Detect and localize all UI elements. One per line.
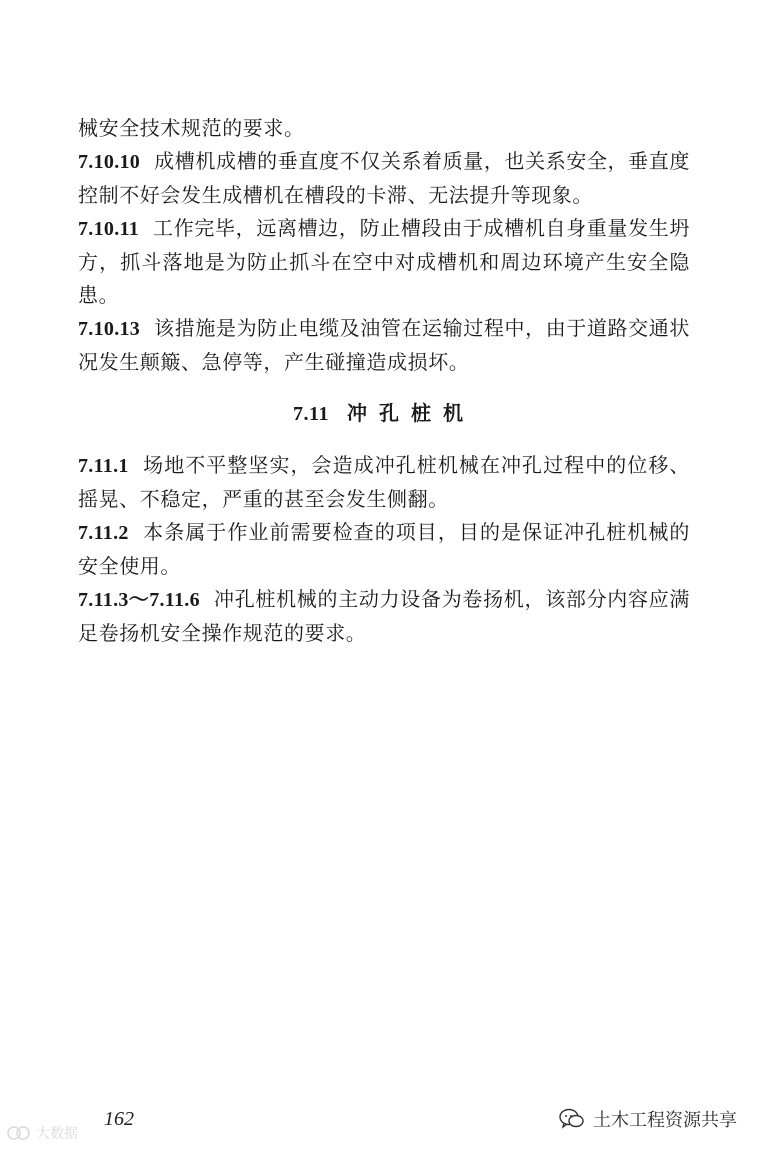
section-number: 7.11 (293, 403, 329, 425)
wechat-icon (559, 1108, 585, 1130)
paragraph-group-bottom (78, 449, 690, 650)
clause-7-10-13 (78, 312, 690, 379)
clause-number: 7.11.1 (78, 455, 129, 477)
clause-number: 7.11.3～7.11.6 (78, 589, 200, 611)
watermark-right (559, 1106, 737, 1132)
clause-number: 7.10.13 (78, 318, 141, 340)
clause-text: 冲孔桩机械的主动力设备为卷扬机，该部分内容应满足卷扬机安全操作规范的要求。 (78, 587, 690, 645)
watermark-logo-icon (6, 1125, 32, 1141)
watermark-left-text: 大数据 (36, 1126, 78, 1142)
clause-number: 7.10.11 (78, 218, 139, 240)
watermark-right-text: 土木工程资源共享 (593, 1110, 737, 1131)
clause-7-11-1 (78, 449, 690, 516)
paragraph-text: 械安全技术规范的要求。 (78, 116, 305, 140)
section-title: 冲孔桩机 (346, 401, 475, 425)
clause-7-10-11 (78, 212, 690, 312)
section-heading (78, 397, 690, 431)
clause-text: 成槽机成槽的垂直度不仅关系着质量，也关系安全，垂直度控制不好会发生成槽机在槽段的卡滞、无法提升等现象。 (78, 149, 690, 207)
clause-number: 7.11.2 (78, 522, 129, 544)
page-number: 162 (104, 1108, 134, 1130)
clause-text: 本条属于作业前需要检查的项目，目的是保证冲孔桩机械的安全使用。 (78, 520, 690, 578)
clause-text: 场地不平整坚实，会造成冲孔桩机械在冲孔过程中的位移、摇晃、不稳定，严重的甚至会发生侧翻。 (78, 453, 690, 511)
clause-text: 该措施是为防止电缆及油管在运输过程中，由于道路交通状况发生颠簸、急停等，产生碰撞造成损坏。 (78, 316, 690, 374)
watermark-left (6, 1123, 78, 1143)
clause-number: 7.10.10 (78, 151, 141, 173)
page-content (78, 112, 690, 650)
paragraph-continuation (78, 112, 690, 145)
clause-7-10-10 (78, 145, 690, 212)
clause-7-11-3-to-6 (78, 583, 690, 650)
paragraph-group-top (78, 112, 690, 379)
clause-text: 工作完毕，远离槽边，防止槽段由于成槽机自身重量发生坍方，抓斗落地是为防止抓斗在空中对成槽机和周边环境产生安全隐患。 (78, 216, 690, 307)
clause-7-11-2 (78, 516, 690, 583)
